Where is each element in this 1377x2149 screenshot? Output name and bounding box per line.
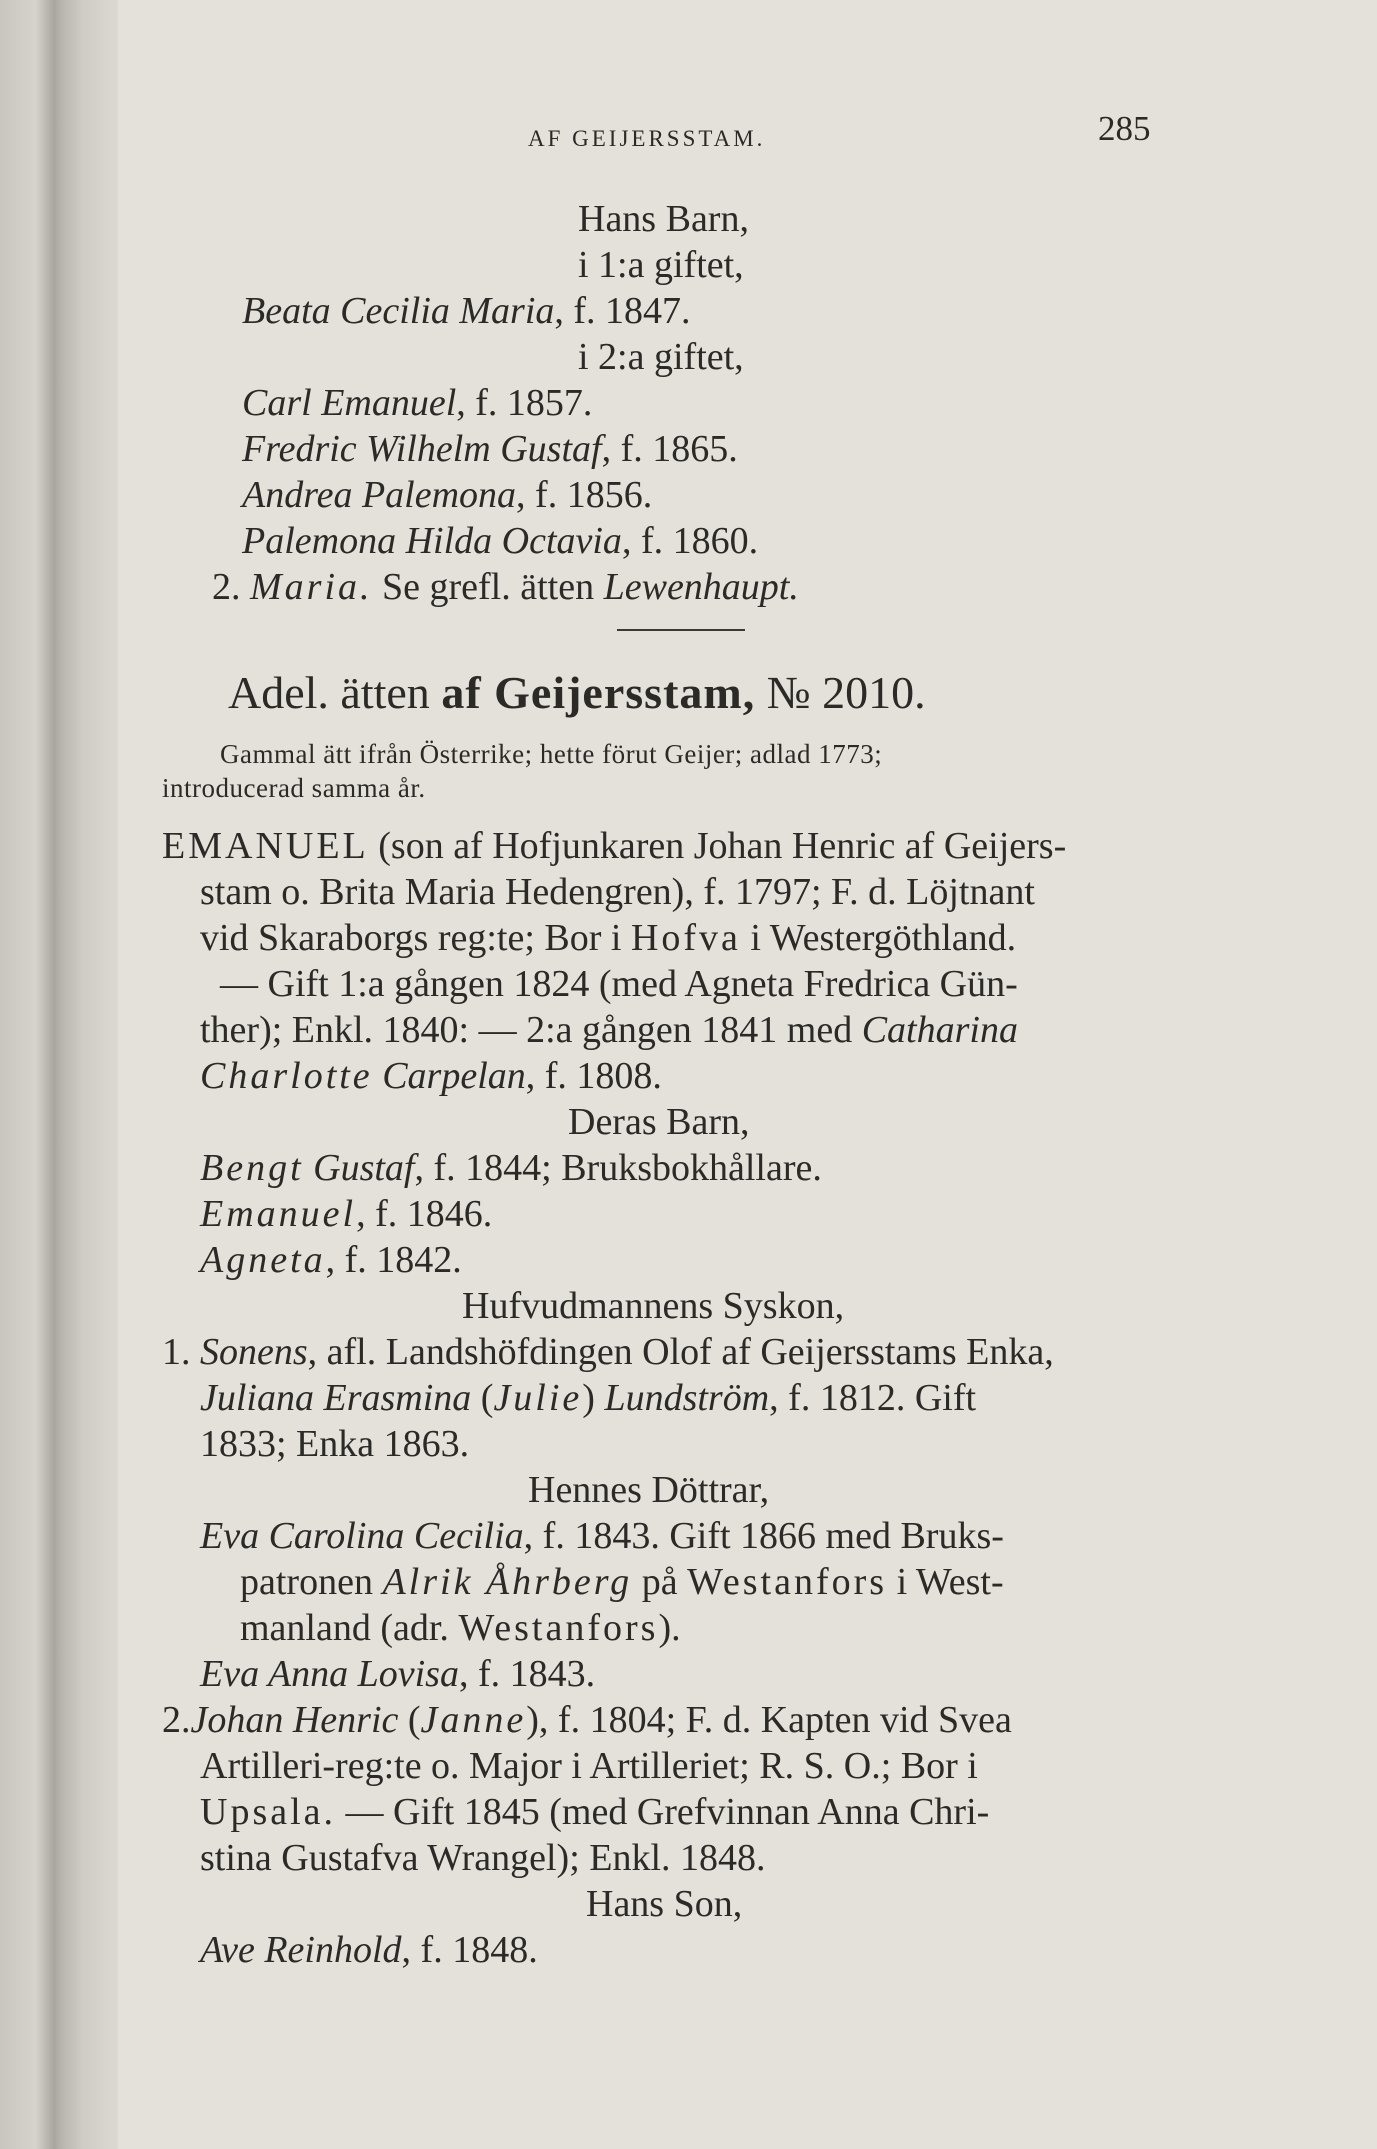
child-entry: Palemona Hilda Octavia, f. 1860. [242, 520, 759, 562]
paragraph-line: Juliana Erasmina (Julie) Lundström, f. 1812. Gift [200, 1377, 977, 1419]
child-entry: Emanuel, f. 1846. [200, 1193, 493, 1235]
paragraph-line: 1833; Enka 1863. [200, 1423, 470, 1465]
children-heading: Hans Barn, [578, 198, 749, 240]
paragraph-line: ther); Enkl. 1840: — 2:a gången 1841 med Catharina [200, 1009, 1018, 1051]
paragraph-line: vid Skaraborgs reg:te; Bor i Hofva i Westergöthland. [200, 917, 1017, 959]
sibling-entry: 2.Johan Henric (Janne), f. 1804; F. d. Kapten vid Svea [162, 1699, 1012, 1741]
paragraph-line: patronen Alrik Åhrberg på Westanfors i West- [240, 1561, 1004, 1603]
child-entry: Agneta, f. 1842. [200, 1239, 462, 1281]
child-entry: Fredric Wilhelm Gustaf, f. 1865. [242, 428, 738, 470]
paragraph-line: Upsala. — Gift 1845 (med Grefvinnan Anna Chri- [200, 1791, 990, 1833]
child-entry: Ave Reinhold, f. 1848. [200, 1929, 538, 1971]
section-intro: introducerad samma år. [162, 773, 426, 803]
section-divider [617, 629, 745, 631]
paragraph-line: Artilleri-reg:te o. Major i Artilleriet; R. S. O.; Bor i [200, 1745, 978, 1787]
child-entry: Carl Emanuel, f. 1857. [242, 382, 593, 424]
child-entry: Bengt Gustaf, f. 1844; Bruksbokhållare. [200, 1147, 822, 1189]
son-heading: Hans Son, [586, 1883, 743, 1925]
second-marriage-label: i 2:a giftet, [578, 336, 744, 378]
page-number: 285 [1098, 109, 1151, 148]
paragraph-line: Charlotte Carpelan, f. 1808. [200, 1055, 662, 1097]
sibling-entry: 2. Maria. Se grefl. ätten Lewenhaupt. [212, 566, 799, 608]
paragraph-line: manland (adr. Westanfors). [240, 1607, 681, 1649]
book-gutter [0, 0, 118, 2149]
daughters-heading: Hennes Döttrar, [528, 1469, 770, 1511]
head-of-family-entry: EMANUEL (son af Hofjunkaren Johan Henric af Geijers- [162, 825, 1067, 867]
children-heading: Deras Barn, [568, 1101, 750, 1143]
child-entry: Beata Cecilia Maria, f. 1847. [242, 290, 691, 332]
child-entry: Andrea Palemona, f. 1856. [242, 474, 653, 516]
running-title: AF GEIJERSSTAM. [528, 126, 766, 151]
paragraph-line: stam o. Brita Maria Hedengren), f. 1797; F. d. Löjtnant [200, 871, 1035, 913]
child-entry: Eva Anna Lovisa, f. 1843. [200, 1653, 596, 1695]
section-intro: Gammal ätt ifrån Österrike; hette förut Geijer; adlad 1773; [220, 739, 883, 769]
section-heading: Adel. ätten af Geijersstam, № 2010. [228, 667, 926, 718]
paragraph-line: stina Gustafva Wrangel); Enkl. 1848. [200, 1837, 766, 1879]
child-entry: Eva Carolina Cecilia, f. 1843. Gift 1866 med Bruks- [200, 1515, 1004, 1557]
sibling-entry: 1. Sonens, afl. Landshöfdingen Olof af Geijersstams Enka, [162, 1331, 1054, 1373]
paragraph-line: — Gift 1:a gången 1824 (med Agneta Fredrica Gün- [220, 963, 1018, 1005]
siblings-heading: Hufvudmannens Syskon, [462, 1285, 845, 1327]
first-marriage-label: i 1:a giftet, [578, 244, 744, 286]
